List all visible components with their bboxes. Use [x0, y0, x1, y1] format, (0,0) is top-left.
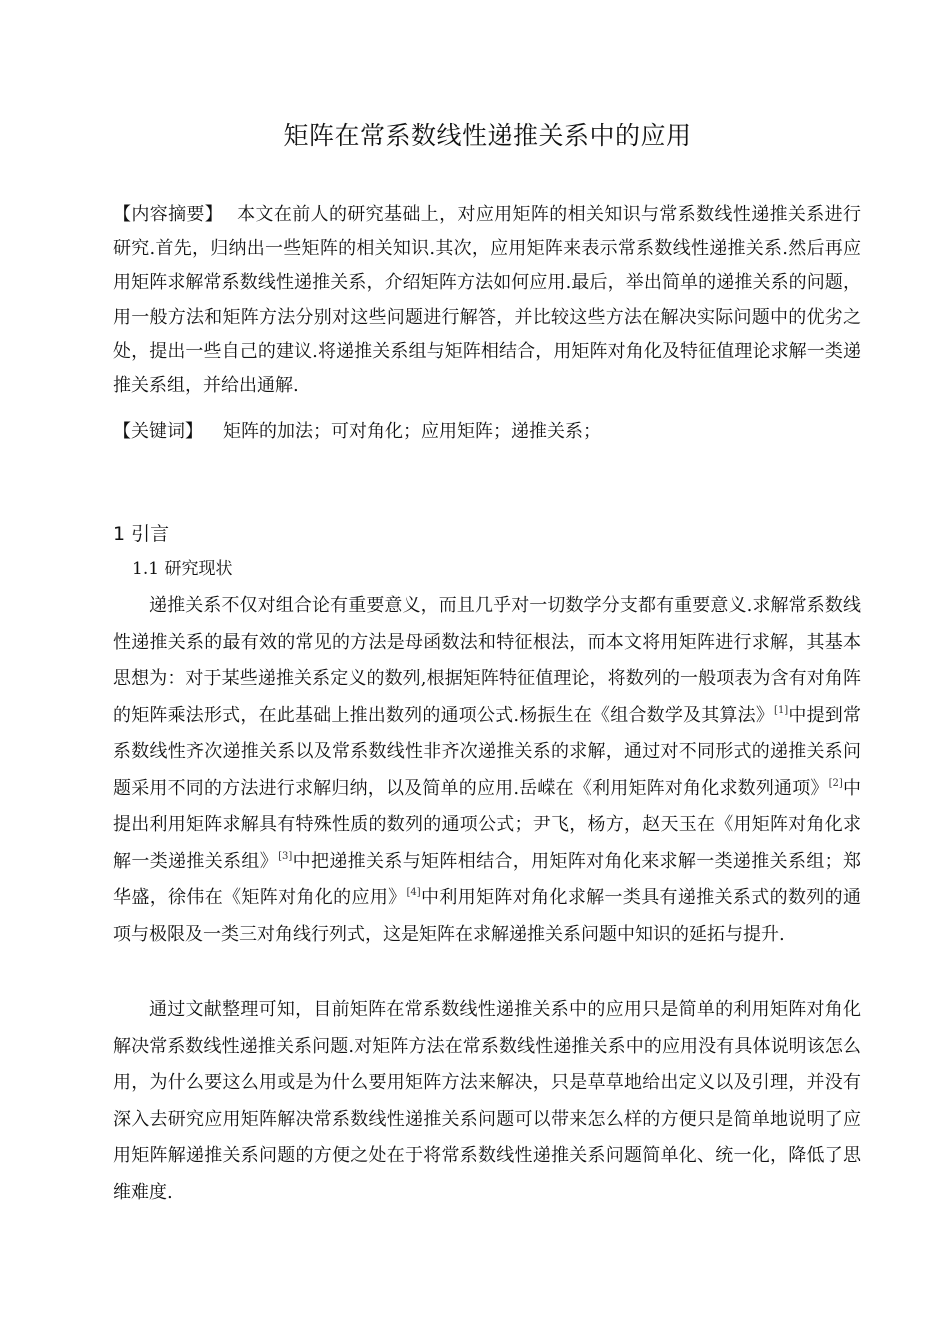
paragraph-text: 中提到常系数线性齐次递推关系以及常系数线性非齐次递推关系的求解，通过对不同形式的递推关系问题采用不同的方法进行求解归纳，以及简单的应用.岳嵘在《利用矩阵对角化求数列通项》	[113, 704, 862, 799]
paragraph-text: 递推关系不仅对组合论有重要意义，而且几乎对一切数学分支都有重要意义.求解常系数线性递推关系的最有效的常见的方法是母函数法和特征根法，而本文将用矩阵进行求解，其基本思想为：对于某些递推关系定义的数列,根据矩阵特征值理论，将数列的一般项表为含有对角阵的矩阵乘法形式，在此基础上推出数列的通项公式.杨振生在《组合数学及其算法》	[113, 595, 861, 726]
keywords	[113, 415, 861, 449]
paragraph-text: 中把递推关系与矩阵相结合，用矩阵对角化来求解一类递推关系组；郑华盛，徐伟在《矩阵对角化的应用》	[113, 850, 862, 908]
citation-ref: [2]	[828, 777, 843, 789]
citation-ref: [3]	[278, 850, 293, 862]
paper-title: 矩阵在常系数线性递推关系中的应用	[283, 121, 692, 150]
section-heading: 1 引言	[113, 523, 170, 545]
paragraph-text: 中利用矩阵对角化求解一类具有递推关系式的数列的通项与极限及一类三对角线行列式，这是矩阵在求解递推关系问题中知识的延拓与提升.	[113, 887, 861, 945]
abstract-text: 本文在前人的研究基础上，对应用矩阵的相关知识与常系数线性递推关系进行研究.首先，归纳出一些矩阵的相关知识.其次，应用矩阵来表示常系数线性递推关系.然后再应用矩阵求解常系数线性递推关系，介绍矩阵方法如何应用.最后，举出简单的递推关系的问题，用一般方法和矩阵方法分别对这些问题进行解答，并比较这些方法在解决实际问题中的优劣之处，提出一些自己的建议.将递推关系组与矩阵相结合，用矩阵对角化及特征值理论求解一类递推关系组，并给出通解.	[113, 204, 861, 397]
abstract-label: 【内容摘要】	[113, 204, 224, 225]
citation-ref: [4]	[406, 887, 421, 898]
subsection-heading: 1.1 研究现状	[132, 559, 233, 579]
paragraph-summary: 通过文献整理可知，目前矩阵在常系数线性递推关系中的应用只是简单的利用矩阵对角化解决常系数线性递推关系问题.对矩阵方法在常系数线性递推关系中的应用没有具体说明该怎么用，为什么要这么用或是为什么要用矩阵方法来解决，只是草草地给出定义以及引理，并没有深入去研究应用矩阵解决常系数线性递推关系问题可以带来怎么样的方便只是简单地说明了应用矩阵解递推关系问题的方便之处在于将常系数线性递推关系问题简单化、统一化，降低了思维难度.	[113, 999, 861, 1203]
keywords-label: 【关键词】	[113, 421, 203, 442]
keywords-text: 矩阵的加法；可对角化；应用矩阵；递推关系；	[223, 421, 601, 442]
paragraph-text: 中提出利用矩阵求解具有特殊性质的数列的通项公式；尹飞，杨方，赵天玉在《用矩阵对角化求解一类递推关系组》	[113, 777, 862, 872]
paragraph-research-status	[113, 588, 861, 953]
citation-ref: [1]	[774, 704, 789, 716]
abstract	[113, 198, 861, 403]
